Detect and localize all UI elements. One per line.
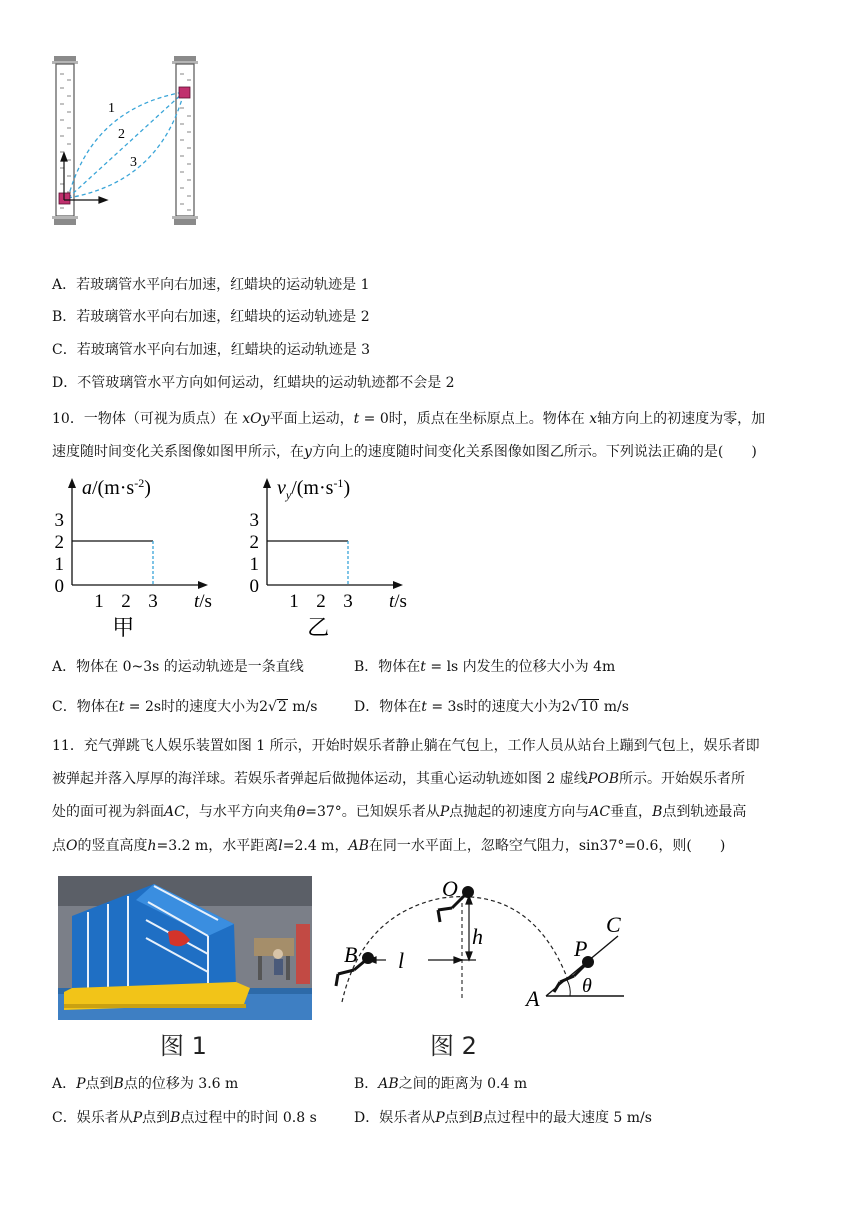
x-axis-label: t/s [194,591,212,612]
q9-option-d: D．不管玻璃管水平方向如何运动，红蜡块的运动轨迹都不会是 2 [52,375,455,391]
q10-stem-line-1: 10．一物体（可视为质点）在 xOy平面上运动，t = 0时，质点在坐标原点上。物体在 x轴方向上的初速度为零，加 [52,411,766,427]
y-axis-arrow [68,478,76,488]
label-h: h [472,924,483,949]
y-tick-label: 0 [249,576,259,597]
chart-jia [50,472,235,642]
q11-option-c: C．娱乐者从P点到B点过程中的时间 0.8 s [52,1110,317,1126]
q10-option-d-value: 2√10 m/s [561,699,629,715]
trajectory-paths [68,92,184,198]
q10-option-c-value: 2√2 m/s [259,699,318,715]
x-axis-label: t/s [389,591,407,612]
path-label-1: 1 [108,101,115,116]
x-tick-label: 1 [94,591,104,612]
x-tick-label: 3 [148,591,158,612]
label-c: C [606,912,621,937]
x-tick-label: 1 [289,591,299,612]
y-tick-label: 3 [249,510,259,531]
q9-option-c: C．若玻璃管水平向右加速，红蜡块的运动轨迹是 3 [52,342,371,358]
label-theta: θ [582,975,592,997]
x-axis-arrow [198,581,208,589]
right-glass-tube [172,56,198,225]
label-a: A [526,986,540,1011]
x-tick-label: 2 [121,591,131,612]
trajectory-diagram [322,874,632,1014]
q11-option-b: B．AB之间的距离为 0.4 m [354,1076,528,1092]
y-tick-label: 2 [54,532,64,553]
y-tick-label: 2 [249,532,259,553]
label-o: O [442,876,458,901]
x-tick-label: 2 [316,591,326,612]
y-tick-label: 0 [54,576,64,597]
y-tick-label: 1 [54,554,64,575]
path-2 [68,92,184,198]
q11-option-d: D．娱乐者从P点到B点过程中的最大速度 5 m/s [354,1110,652,1126]
q11-option-a: A．P点到B点的位移为 3.6 m [52,1076,239,1092]
label-b: B [344,942,358,967]
x-axis-arrow [393,581,403,589]
path-label-2: 2 [118,127,125,142]
chart-caption: 甲 [112,615,135,640]
x-tick-label: 3 [343,591,353,612]
y-tick-label: 1 [249,554,259,575]
fig2-caption: 图 2 [430,1032,477,1060]
y-axis-label: $v_y/(m\cdot s^{-1})$ [277,476,351,502]
q11-stem-line-1: 11．充气弹跳飞人娱乐装置如图 1 所示，开始时娱乐者静止躺在气包上，工作人员从站台上蹦到气包上，娱乐者即 [52,738,760,754]
q9-option-b: B．若玻璃管水平向右加速，红蜡块的运动轨迹是 2 [52,309,370,325]
q9-option-a: A．若玻璃管水平向右加速，红蜡块的运动轨迹是 1 [52,277,370,293]
y-tick-label: 3 [54,510,64,531]
q11-stem-line-3: 处的面可视为斜面AC，与水平方向夹角θ=37°。已知娱乐者从P点抛起的初速度方向与AC垂直，B点到轨迹最高 [52,804,747,820]
chart-caption: 乙 [307,615,330,640]
q10-option-b: B．物体在t = ls 内发生的位移大小为 4m [354,659,616,675]
inflatable-photo [58,876,312,1020]
label-p: P [574,936,588,961]
horizontal-distance-arrows [368,957,462,963]
q11-stem-line-2: 被弹起并落入厚厚的海洋球。若娱乐者弹起后做抛体运动，其重心运动轨迹如图 2 虚线POB所示。开始娱乐者所 [52,771,745,787]
q10-option-c: C．物体在t = 2s时的速度大小为2√2 m/s [52,699,318,715]
y-axis-arrow [263,478,271,488]
red-wax-block-end [179,87,190,98]
q10-option-d: D．物体在t = 3s时的速度大小为2√10 m/s [354,699,629,715]
label-l: l [398,948,405,973]
q11-stem-line-4: 点O的竖直高度h=3.2 m，水平距离l=2.4 m，AB在同一水平面上，忽略空气阻力，sin37°=0.6，则( ) [52,838,726,854]
path-label-3: 3 [130,155,137,170]
q10-option-a: A．物体在 0~3s 的运动轨迹是一条直线 [52,659,304,675]
q10-stem-line-2: 速度随时间变化关系图像如图甲所示，在y方向上的速度随时间变化关系图像如图乙所示。下列说法正确的是( ) [52,444,757,460]
chart-yi [245,472,435,642]
fig1-caption: 图 1 [160,1032,207,1060]
y-axis-label: $a/(m\cdot s^{-2})$ [82,476,151,499]
tube-figure [40,50,220,232]
